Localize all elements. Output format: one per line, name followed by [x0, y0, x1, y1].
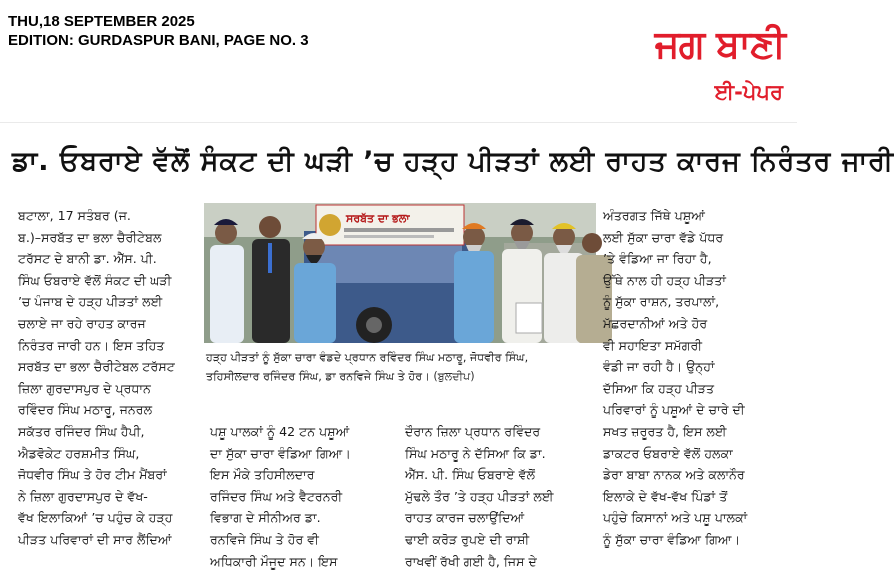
photo-credit: (ਬੁਲਦੀਪ) [433, 370, 475, 383]
article-line: ਪਸ਼ੂ ਪਾਲਕਾਂ ਨੂੰ 42 ਟਨ ਪਸ਼ੂਆਂ [210, 424, 350, 439]
article-line: ਸਰਬੱਤ ਦਾ ਭਲਾ ਚੈਰੀਟੇਬਲ ਟਰੱਸਟ [18, 359, 175, 375]
article-line: ਬ.)–ਸਰਬੱਤ ਦਾ ਭਲਾ ਚੈਰੀਟੇਬਲ [18, 229, 162, 245]
article-line: ਦੱਸਿਆ ਕਿ ਹੜ੍ਹ ਪੀੜਤ [603, 380, 715, 396]
article-line: ਇਲਾਕੇ ਦੇ ਵੱਖ-ਵੱਖ ਪਿੰਡਾਂ ਤੋਂ [603, 488, 728, 504]
article-line: ’ਚ ਪੰਜਾਬ ਦੇ ਹੜ੍ਹ ਪੀੜਤਾਂ ਲਈ [18, 294, 163, 310]
article-line: ਟਰੱਸਟ ਦੇ ਬਾਨੀ ਡਾ. ਐੱਸ. ਪੀ. [18, 251, 157, 267]
article-line: ਸਖਤ ਜ਼ਰੂਰਤ ਹੈ, ਇਸ ਲਈ [603, 423, 727, 439]
article-line: ਜੋਧਵੀਰ ਸਿੰਘ ਤੇ ਹੋਰ ਟੀਮ ਮੈਂਬਰਾਂ [18, 467, 167, 483]
article-line: ਪੀੜਤ ਪਰਿਵਾਰਾਂ ਦੀ ਸਾਰ ਲੈਂਦਿਆਂ [18, 531, 172, 547]
article-line: ਰਨਵਿਜੇ ਸਿੰਘ ਤੇ ਹੋਰ ਵੀ [210, 531, 319, 547]
article-line: ਸਕੱਤਰ ਰਜਿੰਦਰ ਸਿੰਘ ਹੈਪੀ, [18, 423, 145, 439]
article-line: ਸਿੰਘ ਮਠਾਰੂ ਨੇ ਦੱਸਿਆ ਕਿ ਡਾ. [405, 445, 546, 461]
article-line: ਨੇ ਜ਼ਿਲਾ ਗੁਰਦਾਸਪੁਰ ਦੇ ਵੱਖ- [18, 488, 148, 504]
article-line: ’ਤੇ ਵੰਡਿਆ ਜਾ ਰਿਹਾ ਹੈ, [603, 251, 712, 267]
article-line: ਵੱਖ ਇਲਾਕਿਆਂ ’ਚ ਪਹੁੰਚ ਕੇ ਹੜ੍ਹ [18, 510, 173, 526]
article-headline: ਡਾ. ਓਬਰਾਏ ਵੱਲੋਂ ਸੰਕਟ ਦੀ ਘੜੀ ’ਚ ਹੜ੍ਹ ਪੀੜਤਾਂ ਲਈ ਰਾਹਤ ਕਾਰਜ ਨਿਰੰਤਰ ਜਾਰੀ [12, 146, 894, 177]
article-line: ਨੂੰ ਸੁੱਕਾ ਚਾਰਾ ਵੰਡਿਆ ਗਿਆ। [603, 531, 741, 547]
photo-illustration [204, 203, 596, 343]
article-line: ਇਸ ਮੌਕੇ ਤਹਿਸੀਲਦਾਰ [210, 467, 315, 483]
article-line: ਨਿਰੰਤਰ ਜਾਰੀ ਹਨ। ਇਸ ਤਹਿਤ [18, 337, 165, 353]
article-line: ਅਧਿਕਾਰੀ ਮੌਜੂਦ ਸਨ। ਇਸ [210, 553, 338, 569]
caption-line-2 [206, 367, 602, 386]
article-line: ਐੱਸ. ਪੀ. ਸਿੰਘ ਓਬਰਾਏ ਵੱਲੋਂ [405, 467, 535, 483]
article-line: ਪਹੁੰਚੇ ਕਿਸਾਨਾਂ ਅਤੇ ਪਸ਼ੂ ਪਾਲਕਾਂ [603, 510, 748, 526]
article-line: ਦਾ ਸੁੱਕਾ ਚਾਰਾ ਵੰਡਿਆ ਗਿਆ। [210, 445, 351, 461]
article-line: ਰਜਿੰਦਰ ਸਿੰਘ ਅਤੇ ਵੈਟਰਨਰੀ [210, 488, 343, 504]
article-line: ਪਰਿਵਾਰਾਂ ਨੂੰ ਪਸ਼ੂਆਂ ਦੇ ਚਾਰੇ ਦੀ [603, 402, 745, 418]
article-line: ਸਿੰਘ ਓਬਰਾਏ ਵੱਲੋਂ ਸੰਕਟ ਦੀ ਘੜੀ [18, 272, 172, 288]
article-line: ਡਾਕਟਰ ਓਬਰਾਏ ਵੱਲੋਂ ਹਲਕਾ [603, 445, 733, 461]
article-line: ਡੇਰਾ ਬਾਬਾ ਨਾਨਕ ਅਤੇ ਕਲਾਨੌਰ [603, 467, 745, 483]
article-line: ਵੰਡੀ ਜਾ ਰਹੀ ਹੈ। ਉਨ੍ਹਾਂ [603, 359, 715, 375]
article-column-3 [405, 421, 595, 569]
article-line: ਲਈ ਸੁੱਕਾ ਚਾਰਾ ਵੱਡੇ ਪੱਧਰ [603, 229, 724, 245]
article-column-2 [210, 421, 390, 569]
article-line: ਚਲਾਏ ਜਾ ਰਹੇ ਰਾਹਤ ਕਾਰਜ [18, 315, 146, 331]
photo-banner-text: ਸਰਬੱਤ ਦਾ ਭਲਾ [346, 212, 410, 225]
article-column-1 [18, 205, 200, 545]
logo-title: ਜਗ ਬਾਣੀ [654, 22, 785, 66]
article-line: ਉੱਥੇ ਨਾਲ ਹੀ ਹੜ੍ਹ ਪੀੜਤਾਂ [603, 272, 726, 288]
caption-line-2-text: ਤਹਿਸੀਲਦਾਰ ਰਜਿੰਦਰ ਸਿੰਘ, ਡਾ ਰਨਵਿਜੇ ਸਿੰਘ ਤੇ ਹੋਰ। [206, 370, 430, 383]
article-line: ਢਾਈ ਕਰੋੜ ਰੁਪਏ ਦੀ ਰਾਸ਼ੀ [405, 531, 530, 547]
article-line: ਰਵਿੰਦਰ ਸਿੰਘ ਮਠਾਰੂ, ਜਨਰਲ [18, 402, 153, 418]
article-line: ਨੂੰ ਸੁੱਕਾ ਰਾਸ਼ਨ, ਤਰਪਾਲਾਂ, [603, 294, 720, 310]
article-line: ਰਾਖਵੀਂ ਰੱਖੀ ਗਈ ਹੈ, ਜਿਸ ਦੇ [405, 553, 537, 569]
article-line: ਰਾਹਤ ਕਾਰਜ ਚਲਾਉਂਦਿਆਂ [405, 510, 525, 526]
edition-info [8, 12, 309, 50]
article-line: ਐਡਵੋਕੇਟ ਹਰਸ਼ਮੀਤ ਸਿੰਘ, [18, 445, 140, 461]
jagbani-logo[interactable] [650, 22, 785, 116]
edition-date: THU,18 SEPTEMBER 2025 [8, 13, 195, 30]
article-line: ਜ਼ਿਲਾ ਗੁਰਦਾਸਪੁਰ ਦੇ ਪ੍ਰਧਾਨ [18, 380, 151, 396]
article-line: ਮੱਛਰਦਾਨੀਆਂ ਅਤੇ ਹੋਰ [603, 315, 708, 331]
article-line: ਦੌਰਾਨ ਜ਼ਿਲਾ ਪ੍ਰਧਾਨ ਰਵਿੰਦਰ [405, 424, 541, 439]
article-column-4 [603, 205, 793, 550]
article-line: ਅੰਤਰਗਤ ਜਿੱਥੇ ਪਸ਼ੂਆਂ [603, 208, 706, 223]
article-photo [204, 203, 596, 343]
logo-subtitle: ਈ-ਪੇਪਰ [714, 80, 783, 104]
edition-name: EDITION: GURDASPUR BANI, PAGE NO. 3 [8, 32, 309, 49]
photo-caption [206, 348, 602, 386]
caption-line-1: ਹੜ੍ਹ ਪੀੜਤਾਂ ਨੂੰ ਸੁੱਕਾ ਚਾਰਾ ਵੰਡਦੇ ਪ੍ਰਧਾਨ ਰਵਿੰਦਰ ਸਿੰਘ ਮਠਾਰੂ, ਜੋਧਵੀਰ ਸਿੰਘ, [206, 351, 529, 364]
article-line: ਮੁੱਢਲੇ ਤੌਰ ’ਤੇ ਹੜ੍ਹ ਪੀੜਤਾਂ ਲਈ [405, 488, 554, 504]
article-line: ਵੀ ਸਹਾਇਤਾ ਸਮੱਗਰੀ [603, 337, 703, 353]
article-line: ਵਿਭਾਗ ਦੇ ਸੀਨੀਅਰ ਡਾ. [210, 510, 321, 526]
article-line: ਬਟਾਲਾ, 17 ਸਤੰਬਰ (ਜ. [18, 208, 131, 223]
